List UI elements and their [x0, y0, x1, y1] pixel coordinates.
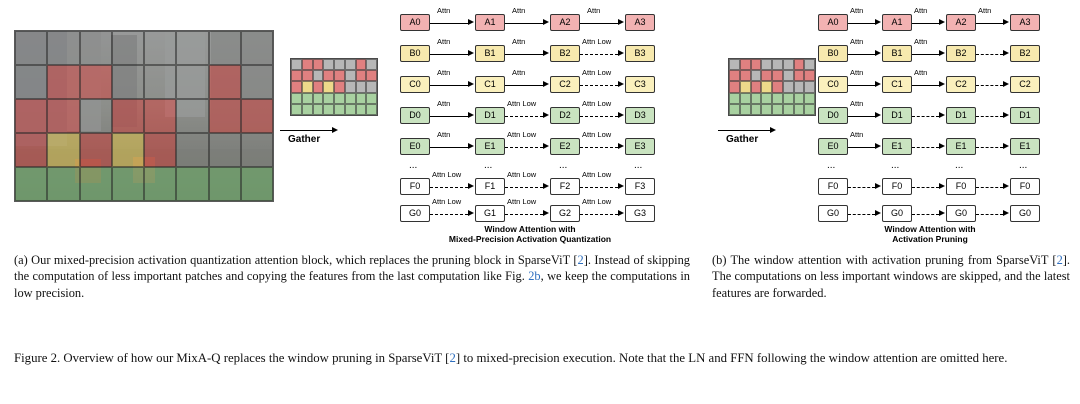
edge-label-b-0: Attn: [437, 37, 451, 46]
ellipsis-col0-a: ...: [409, 160, 418, 171]
edge-b-f2-f3-head: [1003, 183, 1009, 189]
input-image-mosaic: [14, 30, 274, 202]
edge-label-g-2: Attn Low: [582, 197, 612, 206]
node-b2: B2: [550, 45, 580, 62]
edge-b-g2-g3-head: [1003, 210, 1009, 216]
edge-d2-d3-head: [618, 112, 624, 118]
node-b-e2: E1: [946, 138, 976, 155]
edge-b-f2-f3: [976, 187, 1003, 188]
edge-a0-a1: [430, 23, 468, 24]
edge-c0-c1: [430, 85, 468, 86]
node-b-d0: D0: [818, 107, 848, 124]
edge-f0-f1-head: [468, 183, 474, 189]
edge-f2-f3: [580, 187, 618, 188]
edge-label-b-c-0: Attn: [850, 68, 864, 77]
edge-b-b0-b1-head: [875, 50, 881, 56]
edge-label-f-0: Attn Low: [432, 170, 462, 179]
node-b1: B1: [475, 45, 505, 62]
edge-b-b0-b1: [848, 54, 875, 55]
node-a3: A3: [625, 14, 655, 31]
edge-label-b-a-0: Attn: [850, 6, 864, 15]
edge-b-f0-f1: [848, 187, 875, 188]
edge-b0-b1-head: [468, 50, 474, 56]
edge-e1-e2: [505, 147, 543, 148]
edge-label-g-1: Attn Low: [507, 197, 537, 206]
figure-caption: [14, 350, 1070, 367]
edge-b-f1-f2-head: [939, 183, 945, 189]
edge-b-d0-d1: [848, 116, 875, 117]
node-b-c0: C0: [818, 76, 848, 93]
node-b-a2: A2: [946, 14, 976, 31]
ellipsis-col3-b: ...: [1019, 160, 1028, 171]
node-b-g1: G0: [882, 205, 912, 222]
edge-b0-b1: [430, 54, 468, 55]
edge-label-b-a-1: Attn: [914, 6, 928, 15]
edge-label-d-2: Attn Low: [582, 99, 612, 108]
edge-b-c0-c1: [848, 85, 875, 86]
ellipsis-col3-a: ...: [634, 160, 643, 171]
edge-b-g1-g2-head: [939, 210, 945, 216]
node-b-g0: G0: [818, 205, 848, 222]
gather-arrow-head-a: [332, 127, 338, 133]
caption-a: [14, 252, 690, 301]
edge-b-a2-a3: [976, 23, 1003, 24]
edge-b-c0-c1-head: [875, 81, 881, 87]
edge-g1-g2-head: [543, 210, 549, 216]
edge-b-a2-a3-head: [1003, 19, 1009, 25]
figure-caption-part1: Overview of how our MixA-Q replaces the window pruning in SparseViT [: [63, 351, 450, 365]
gather-arrow-head-b: [770, 127, 776, 133]
node-b-g2: G0: [946, 205, 976, 222]
node-c3: C3: [625, 76, 655, 93]
edge-d1-d2: [505, 116, 543, 117]
edge-label-b-a-2: Attn: [978, 6, 992, 15]
diagram-title-b-line2: Activation Pruning: [892, 234, 968, 244]
edge-g1-g2: [505, 214, 543, 215]
caption-a-mid: ]. Instead of skipping the computation of less important patches and copying the features from the last computation like Fig.: [14, 253, 690, 284]
edge-b-a0-a1-head: [875, 19, 881, 25]
edge-e0-e1: [430, 147, 468, 148]
edge-b-c2-c3-head: [1003, 81, 1009, 87]
node-b-f0: F0: [818, 178, 848, 195]
node-d3: D3: [625, 107, 655, 124]
node-b-b3: B2: [1010, 45, 1040, 62]
node-b-c3: C2: [1010, 76, 1040, 93]
edge-b-d0-d1-head: [875, 112, 881, 118]
edge-label-b-e-0: Attn: [850, 130, 864, 139]
gather-arrow-line-b: [718, 130, 770, 131]
edge-g0-g1-head: [468, 210, 474, 216]
caption-a-ref1[interactable]: 2: [577, 253, 584, 267]
node-b0: B0: [400, 45, 430, 62]
edge-b-c2-c3: [976, 85, 1003, 86]
edge-a2-a3-head: [618, 19, 624, 25]
edge-b-g0-g1-head: [875, 210, 881, 216]
node-f0: F0: [400, 178, 430, 195]
node-d1: D1: [475, 107, 505, 124]
node-d0: D0: [400, 107, 430, 124]
caption-a-pre: (a) Our mixed-precision activation quantization attention block, which replaces the pruning block in SparseViT [: [14, 253, 578, 267]
edge-a0-a1-head: [468, 19, 474, 25]
edge-label-d-0: Attn: [437, 99, 451, 108]
edge-d0-d1: [430, 116, 468, 117]
node-b-f3: F0: [1010, 178, 1040, 195]
edge-b-g2-g3: [976, 214, 1003, 215]
edge-b-g1-g2: [912, 214, 939, 215]
edge-b-d1-d2: [912, 116, 939, 117]
ellipsis-col1-a: ...: [484, 160, 493, 171]
edge-b-b2-b3-head: [1003, 50, 1009, 56]
edge-f1-f2: [505, 187, 543, 188]
edge-b-d2-d3-head: [1003, 112, 1009, 118]
edge-b-c1-c2-head: [939, 81, 945, 87]
edge-e0-e1-head: [468, 143, 474, 149]
edge-d2-d3: [580, 116, 618, 117]
edge-g0-g1: [430, 214, 468, 215]
node-b-b1: B1: [882, 45, 912, 62]
edge-label-c-1: Attn: [512, 68, 526, 77]
edge-label-a-0: Attn: [437, 6, 451, 15]
edge-b-e2-e3: [976, 147, 1003, 148]
node-a2: A2: [550, 14, 580, 31]
edge-e1-e2-head: [543, 143, 549, 149]
edge-b-c1-c2: [912, 85, 939, 86]
edge-a1-a2-head: [543, 19, 549, 25]
edge-b-d1-d2-head: [939, 112, 945, 118]
gather-arrow-line-a: [280, 130, 332, 131]
edge-c2-c3: [580, 85, 618, 86]
edge-b2-b3: [580, 54, 618, 55]
node-b-f2: F0: [946, 178, 976, 195]
figure-caption-ref[interactable]: 2: [449, 351, 456, 365]
caption-b-ref1[interactable]: 2: [1056, 253, 1063, 267]
caption-b-post: ]. The computations on less important windows are skipped, and the latest features are forwarded.: [712, 253, 1070, 300]
edge-c1-c2: [505, 85, 543, 86]
node-c1: C1: [475, 76, 505, 93]
node-g3: G3: [625, 205, 655, 222]
edge-b-f0-f1-head: [875, 183, 881, 189]
node-b-b2: B2: [946, 45, 976, 62]
edge-b-e1-e2: [912, 147, 939, 148]
edge-label-e-0: Attn: [437, 130, 451, 139]
node-b-a3: A3: [1010, 14, 1040, 31]
node-b-b0: B0: [818, 45, 848, 62]
edge-label-c-2: Attn Low: [582, 68, 612, 77]
ellipsis-col0-b: ...: [827, 160, 836, 171]
edge-b-e0-e1-head: [875, 143, 881, 149]
node-a0: A0: [400, 14, 430, 31]
edge-b-a1-a2: [912, 23, 939, 24]
edge-b-b2-b3: [976, 54, 1003, 55]
edge-b-b1-b2: [912, 54, 939, 55]
edge-b1-b2: [505, 54, 543, 55]
edge-f2-f3-head: [618, 183, 624, 189]
node-c0: C0: [400, 76, 430, 93]
node-g1: G1: [475, 205, 505, 222]
edge-b-g0-g1: [848, 214, 875, 215]
edge-c1-c2-head: [543, 81, 549, 87]
edge-b1-b2-head: [543, 50, 549, 56]
edge-label-a-2: Attn: [587, 6, 601, 15]
edge-label-f-1: Attn Low: [507, 170, 537, 179]
edge-label-c-0: Attn: [437, 68, 451, 77]
caption-a-ref2[interactable]: 2b: [528, 269, 541, 284]
node-b-e3: E1: [1010, 138, 1040, 155]
edge-c0-c1-head: [468, 81, 474, 87]
node-g2: G2: [550, 205, 580, 222]
edge-label-e-2: Attn Low: [582, 130, 612, 139]
node-b-d3: D1: [1010, 107, 1040, 124]
figure-caption-part2: ] to mixed-precision execution. Note that the LN and FFN following the window attention are omitted here.: [455, 351, 1008, 365]
node-b3: B3: [625, 45, 655, 62]
ellipsis-col2-a: ...: [559, 160, 568, 171]
edge-label-b-2: Attn Low: [582, 37, 612, 46]
ellipsis-col1-b: ...: [891, 160, 900, 171]
node-b-d2: D1: [946, 107, 976, 124]
edge-g2-g3: [580, 214, 618, 215]
edge-label-b-b-1: Attn: [914, 37, 928, 46]
edge-f1-f2-head: [543, 183, 549, 189]
edge-b-e1-e2-head: [939, 143, 945, 149]
caption-b: [712, 252, 1070, 301]
edge-b-f1-f2: [912, 187, 939, 188]
node-b-g3: G0: [1010, 205, 1040, 222]
edge-b-a0-a1: [848, 23, 875, 24]
edge-a1-a2: [505, 23, 543, 24]
edge-b-e0-e1: [848, 147, 875, 148]
edge-label-b-c-1: Attn: [914, 68, 928, 77]
node-b-e0: E0: [818, 138, 848, 155]
edge-label-b-1: Attn: [512, 37, 526, 46]
edge-d1-d2-head: [543, 112, 549, 118]
edge-a2-a3: [580, 23, 618, 24]
edge-label-b-b-0: Attn: [850, 37, 864, 46]
edge-b-d2-d3: [976, 116, 1003, 117]
node-f2: F2: [550, 178, 580, 195]
edge-label-e-1: Attn Low: [507, 130, 537, 139]
node-b-c2: C2: [946, 76, 976, 93]
node-b-f1: F0: [882, 178, 912, 195]
panel-b: [700, 0, 1080, 244]
edge-g2-g3-head: [618, 210, 624, 216]
node-d2: D2: [550, 107, 580, 124]
edge-b2-b3-head: [618, 50, 624, 56]
node-a1: A1: [475, 14, 505, 31]
gathered-windows-grid-a: [290, 58, 378, 116]
edge-b-e2-e3-head: [1003, 143, 1009, 149]
gather-label-a: Gather: [288, 134, 321, 145]
edge-d0-d1-head: [468, 112, 474, 118]
ellipsis-col2-b: ...: [955, 160, 964, 171]
node-b-a1: A1: [882, 14, 912, 31]
gathered-windows-grid-b: [728, 58, 816, 116]
node-b-c1: C1: [882, 76, 912, 93]
edge-label-d-1: Attn Low: [507, 99, 537, 108]
diagram-title-a-line1: Window Attention with: [484, 224, 576, 234]
node-e0: E0: [400, 138, 430, 155]
panel-a: [0, 0, 690, 244]
edge-f0-f1: [430, 187, 468, 188]
node-b-a0: A0: [818, 14, 848, 31]
node-f1: F1: [475, 178, 505, 195]
node-f3: F3: [625, 178, 655, 195]
diagram-title-b-line1: Window Attention with: [884, 224, 976, 234]
node-e1: E1: [475, 138, 505, 155]
edge-b-b1-b2-head: [939, 50, 945, 56]
edge-label-b-d-0: Attn: [850, 99, 864, 108]
figure-number: Figure 2.: [14, 351, 61, 365]
node-e2: E2: [550, 138, 580, 155]
caption-a-post: , we keep the computations in low precision.: [14, 269, 690, 300]
edge-label-f-2: Attn Low: [582, 170, 612, 179]
diagram-title-a-line2: Mixed-Precision Activation Quantization: [448, 234, 612, 244]
node-b-e1: E1: [882, 138, 912, 155]
edge-e2-e3-head: [618, 143, 624, 149]
node-c2: C2: [550, 76, 580, 93]
edge-c2-c3-head: [618, 81, 624, 87]
node-g0: G0: [400, 205, 430, 222]
edge-b-a1-a2-head: [939, 19, 945, 25]
node-e3: E3: [625, 138, 655, 155]
edge-label-a-1: Attn: [512, 6, 526, 15]
edge-e2-e3: [580, 147, 618, 148]
gather-label-b: Gather: [726, 134, 759, 145]
node-b-d1: D1: [882, 107, 912, 124]
edge-label-g-0: Attn Low: [432, 197, 462, 206]
caption-b-pre: (b) The window attention with activation pruning from SparseViT [: [712, 253, 1057, 267]
